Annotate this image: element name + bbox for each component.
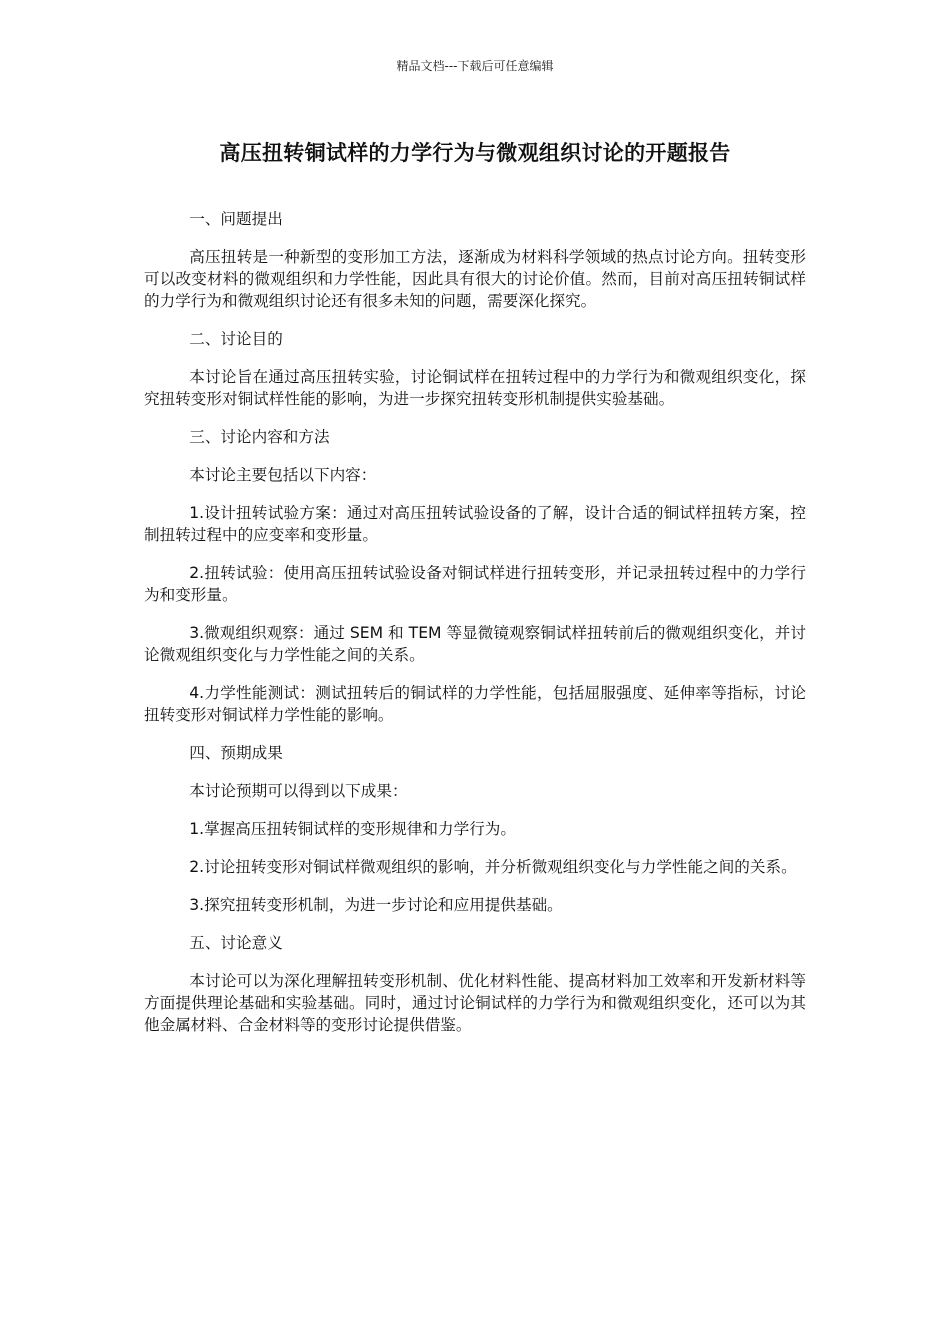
page-header-note: 精品文档---下载后可任意编辑 [396,59,554,73]
section-heading-significance: 五、讨论意义 [189,934,283,952]
list-item: 1.掌握高压扭转铜试样的变形规律和力学行为。 [189,820,516,838]
section-heading-expected-results: 四、预期成果 [189,744,283,762]
list-item: 4.力学性能测试：测试扭转后的铜试样的力学性能，包括屈服强度、延伸率等指标，讨论扭转变形对铜试样力学性能的影响。 [144,684,806,724]
list-item: 3.探究扭转变形机制，为进一步讨论和应用提供基础。 [189,896,563,914]
list-item: 3.微观组织观察：通过 SEM 和 TEM 等显微镜观察铜试样扭转前后的微观组织变化，并讨论微观组织变化与力学性能之间的关系。 [144,624,806,664]
section-intro-content-method: 本讨论主要包括以下内容： [189,466,377,484]
list-item: 2.讨论扭转变形对铜试样微观组织的影响，并分析微观组织变化与力学性能之间的关系。 [189,858,797,876]
list-item: 2.扭转试验：使用高压扭转试验设备对铜试样进行扭转变形，并记录扭转过程中的力学行为和变形量。 [144,564,806,604]
section-intro-expected-results: 本讨论预期可以得到以下成果： [189,782,408,800]
section-heading-purpose: 二、讨论目的 [189,330,283,348]
document-title: 高压扭转铜试样的力学行为与微观组织讨论的开题报告 [219,141,731,165]
section-heading-problem: 一、问题提出 [189,210,283,228]
section-paragraph-problem: 高压扭转是一种新型的变形加工方法，逐渐成为材料科学领域的热点讨论方向。扭转变形可以改变材料的微观组织和力学性能，因此具有很大的讨论价值。然而，目前对高压扭转铜试样的力学行为和微观组织讨论还有很多未知的问题，需要深化探究。 [144,248,806,310]
section-paragraph-significance: 本讨论可以为深化理解扭转变形机制、优化材料性能、提高材料加工效率和开发新材料等方面提供理论基础和实验基础。同时，通过讨论铜试样的力学行为和微观组织变化，还可以为其他金属材料、合金材料等的变形讨论提供借鉴。 [144,972,806,1034]
section-heading-content-method: 三、讨论内容和方法 [189,428,330,446]
document-body [144,208,806,1052]
list-item: 1.设计扭转试验方案：通过对高压扭转试验设备的了解，设计合适的铜试样扭转方案，控制扭转过程中的应变率和变形量。 [144,504,806,544]
section-paragraph-purpose: 本讨论旨在通过高压扭转实验，讨论铜试样在扭转过程中的力学行为和微观组织变化，探究扭转变形对铜试样性能的影响，为进一步探究扭转变形机制提供实验基础。 [144,368,806,408]
